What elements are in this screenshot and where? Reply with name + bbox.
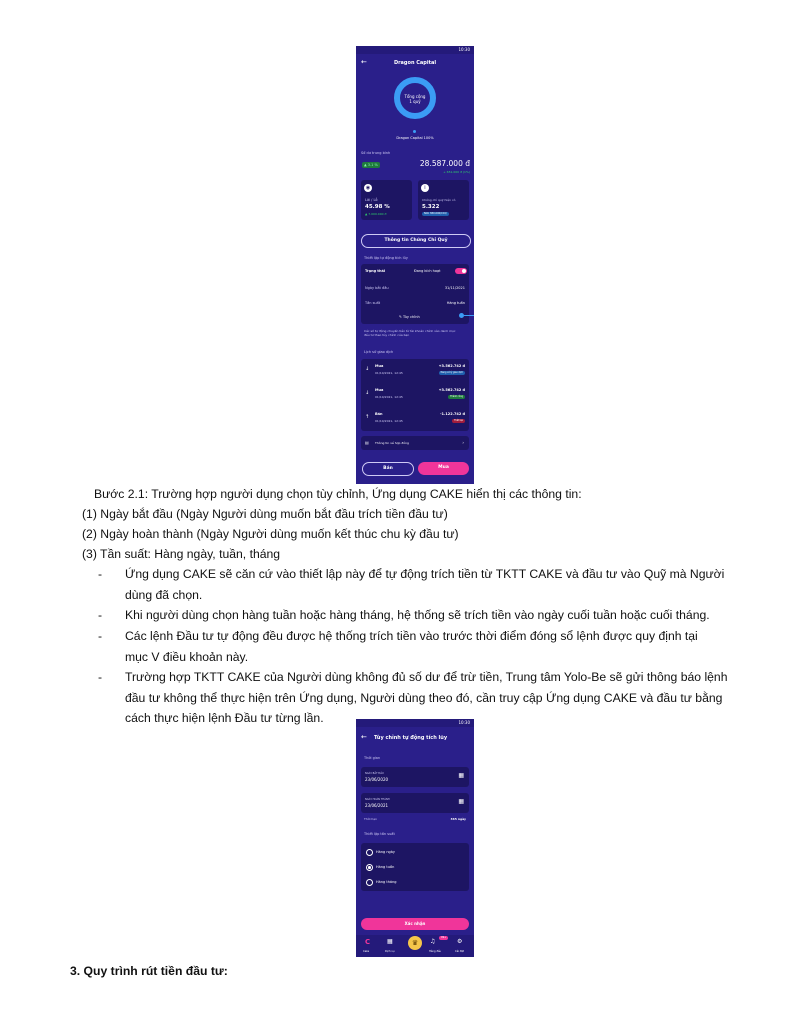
time-section-title: Thời gian — [364, 756, 381, 760]
option-monthly[interactable]: Hàng tháng — [376, 880, 397, 884]
end-date-value: 23/06/2021 — [365, 803, 389, 808]
bullet-item — [98, 564, 778, 606]
transaction-amount: -1.122.742 đ — [440, 412, 465, 416]
transaction-status: Đang xử lý giao dịch — [440, 371, 463, 374]
list-item-start-date: (1) Ngày bắt đầu (Ngày Người dùng muốn bắt đầu trích tiền đầu tư) — [82, 507, 448, 521]
bullet-line: Ứng dụng CAKE sẽ căn cứ vào thiết lập này để tự động trích tiền từ TKTT CAKE và đầu tư vào Quỹ mà Người — [125, 567, 725, 581]
start-value: 31/11/2021 — [444, 286, 465, 290]
nav-label-services: Dịch vụ — [385, 950, 395, 953]
list-item-end-date: (2) Ngày hoàn thành (Ngày Người dùng muốn kết thúc chu kỳ đầu tư) — [82, 527, 459, 541]
bullet-line: đầu tư không thể thực hiện trên Ứng dụng, Người dùng theo đó, cần truy cập Ứng dụng CAKE và đầu tư bằng — [125, 690, 723, 705]
back-arrow-icon[interactable]: ← — [361, 58, 367, 66]
nav-badge: NAV 380.000/CCQ — [424, 212, 447, 215]
frequency-options — [361, 843, 469, 891]
profit-card — [361, 180, 412, 220]
transaction-type: Mua — [375, 364, 384, 368]
profit-label: Lãi / Lỗ — [365, 198, 378, 202]
buy-button[interactable]: Mua — [418, 462, 469, 475]
fund-info-button[interactable]: Thông tin Chứng Chỉ Quỹ — [361, 234, 471, 248]
transaction-status: Thất bại — [454, 419, 463, 422]
bullet-line: cách thực hiện lệnh Đầu tư từng lần. — [125, 711, 324, 725]
sell-button[interactable]: Bán — [362, 462, 414, 476]
option-weekly[interactable]: Hàng tuần — [376, 865, 395, 869]
bullet-line: Các lệnh Đầu tư tự động đều được hệ thống trích tiền vào trước thời điểm đóng sổ lệnh được quy định tại — [125, 629, 698, 643]
step-intro: Bước 2.1: Trường hợp người dụng chọn tùy chỉnh, Ứng dụng CAKE hiển thị các thông tin: — [94, 487, 582, 501]
bullet-line: Trường hợp TKTT CAKE của Người dùng không đủ số dư để trừ tiền, Trung tâm Yolo-Be sẽ gửi thông báo lệnh — [125, 670, 728, 684]
arrow-down-icon: ↓ — [365, 366, 370, 372]
certificates-value: 5.322 — [422, 204, 440, 210]
list-item-frequency: (3) Tần suất: Hàng ngày, tuần, tháng — [82, 547, 281, 561]
nav-badge: 99+ — [441, 936, 447, 939]
phone-screenshot-auto-settings — [356, 719, 474, 957]
profit-icon: ◉ — [365, 185, 371, 191]
status-label: Trạng thái — [365, 269, 386, 273]
freq-label: Tần suất — [365, 301, 381, 305]
transaction-status: Thành công — [450, 395, 463, 398]
auto-note: Các số tự động chuyển tiền từ tài khoản chính vào danh mục đầu tư theo tùy chỉnh của bạn — [364, 329, 456, 337]
grid-icon[interactable]: ▦ — [387, 938, 393, 945]
nav-label-cake: Cake — [363, 950, 370, 953]
certificates-card — [418, 180, 469, 220]
bullet-line: dùng đã chọn. — [125, 587, 203, 602]
start-date-label: NGÀY BẮT ĐẦU — [365, 772, 384, 775]
bell-icon[interactable]: ♫ — [430, 938, 436, 945]
pencil-icon: ✎ — [399, 315, 404, 319]
bullet-item — [98, 626, 778, 668]
chevron-right-icon: › — [462, 440, 464, 445]
arrow-up-icon: ↑ — [365, 414, 370, 420]
bottom-nav — [356, 935, 474, 957]
gear-icon[interactable]: ⚙ — [457, 938, 463, 945]
transaction-list — [361, 359, 469, 431]
bullet-dash: - — [98, 567, 103, 581]
radio-monthly[interactable] — [366, 879, 373, 886]
certificates-label: Chứng chỉ quỹ hiện có — [422, 198, 456, 202]
auto-section-title: Thiết lập tự động tích lũy — [364, 256, 408, 260]
bullet-dash: - — [98, 670, 103, 684]
start-label: Ngày bắt đầu — [365, 286, 389, 290]
transaction-row[interactable] — [361, 383, 469, 407]
arrow-down-icon: ↓ — [365, 390, 370, 396]
legend-label: Dragon Capital 100% — [396, 136, 434, 140]
history-title: Lịch sử giao dịch — [364, 350, 394, 354]
end-date-field[interactable] — [361, 793, 469, 813]
cake-logo-icon[interactable]: C — [365, 938, 371, 946]
duration-label: Thời hạn — [364, 817, 377, 821]
status-time: 10:30 — [458, 47, 470, 52]
customize-label: Tùy chỉnh — [403, 315, 420, 319]
contract-info-row[interactable] — [361, 436, 469, 450]
screen-title: Tùy chỉnh tự động tích lũy — [374, 735, 448, 741]
transaction-type: Bán — [375, 412, 383, 416]
transaction-time: 01/10/2021, 12:45 — [375, 395, 403, 399]
phone-screenshot-fund-detail — [356, 46, 474, 484]
calendar-icon: ▦ — [458, 798, 464, 805]
donut-label-total: Tổng cộng — [404, 94, 426, 99]
bullet-line: mục V điều khoản này. — [125, 649, 249, 664]
start-date-value: 23/06/2020 — [365, 777, 389, 782]
freq-section-title: Thiết lập tần suất — [364, 832, 395, 836]
legend-dot — [413, 130, 416, 133]
trophy-icon[interactable]: ♛ — [408, 936, 422, 950]
transaction-row[interactable] — [361, 359, 469, 383]
transaction-amount: +3.562.742 đ — [438, 388, 465, 392]
profit-sub: ▲ 7.000.000 đ — [365, 212, 387, 216]
transaction-time: 01/10/2021, 12:45 — [375, 371, 403, 375]
bullet-line: Khi người dùng chọn hàng tuần hoặc hàng tháng, hệ thống sẽ trích tiền vào ngày cuối tuần hoặc cuối tháng. — [125, 608, 710, 622]
status-toggle[interactable] — [455, 268, 467, 274]
end-date-label: NGÀY HOÀN THÀNH — [365, 798, 390, 801]
status-time: 10:30 — [458, 720, 470, 725]
radio-weekly-selected[interactable] — [366, 864, 373, 871]
calendar-icon: ▦ — [458, 772, 464, 779]
balance-delta: + 651.000 đ (1%) — [443, 170, 470, 174]
transaction-row[interactable] — [361, 407, 469, 431]
profit-value: 45.98 % — [365, 204, 390, 210]
balance-change-badge: ▲ 3.1 % — [364, 163, 378, 167]
freq-value: Hàng tuần — [446, 301, 465, 305]
pointer-line — [464, 315, 474, 316]
contract-info-label: Thông tin về hợp đồng — [375, 441, 409, 445]
option-daily[interactable]: Hàng ngày — [376, 850, 395, 854]
transaction-amount: +3.562.742 đ — [438, 364, 465, 368]
transaction-type: Mua — [375, 388, 384, 392]
status-bar — [356, 719, 474, 727]
nav-label-settings: Cài đặt — [455, 950, 464, 953]
status-value: Đang kích hoạt — [414, 269, 441, 273]
back-arrow-icon[interactable]: ← — [361, 733, 367, 741]
duration-value: 365 ngày — [450, 817, 466, 821]
status-bar — [356, 46, 474, 54]
balance-value: 28.587.000 đ — [419, 159, 470, 168]
document-icon: ▤ — [365, 440, 369, 445]
info-icon: i — [421, 184, 429, 192]
bullet-dash: - — [98, 608, 103, 622]
customize-button[interactable] — [399, 315, 420, 320]
screen-title: Dragon Capital — [393, 60, 437, 66]
section-heading-withdrawal: 3. Quy trình rút tiền đầu tư: — [70, 964, 228, 978]
confirm-button[interactable]: Xác nhận — [361, 918, 469, 930]
nav-label-top: Hàng đầu — [429, 950, 442, 953]
donut-label-count: 1 quỹ — [409, 99, 421, 104]
bullet-dash: - — [98, 629, 103, 643]
start-date-field[interactable] — [361, 767, 469, 787]
balance-label: Số dư trung bình — [361, 151, 391, 155]
bullet-item — [98, 605, 778, 626]
auto-settings-card — [361, 264, 469, 324]
transaction-time: 01/10/2021, 12:45 — [375, 419, 403, 423]
radio-daily[interactable] — [366, 849, 373, 856]
